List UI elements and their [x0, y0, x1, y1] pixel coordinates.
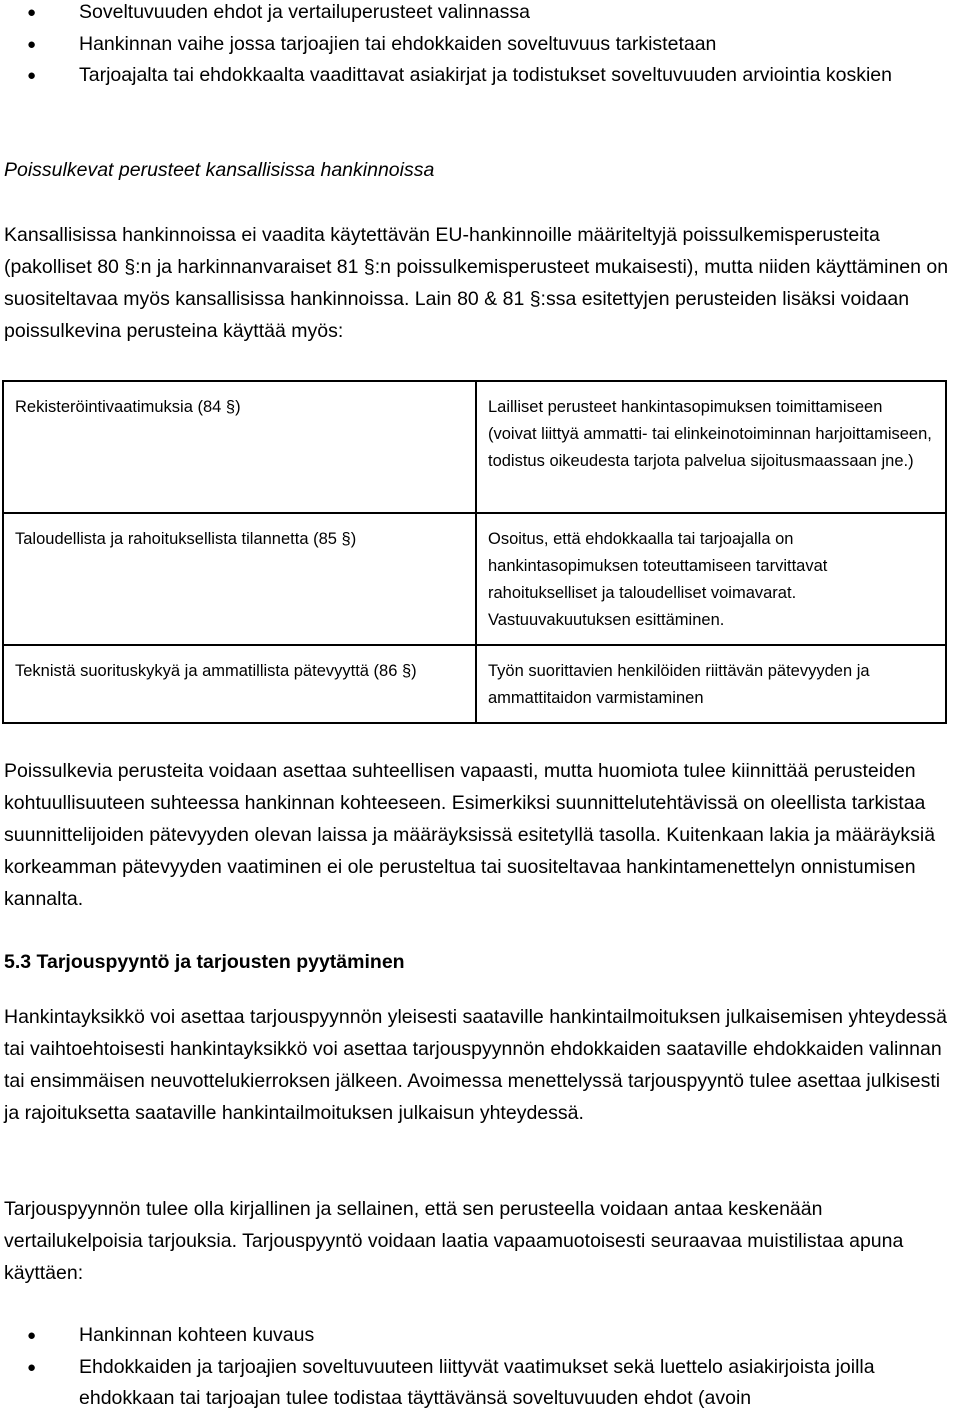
bullet-icon: ● — [27, 35, 37, 53]
section-5-3-heading: 5.3 Tarjouspyyntö ja tarjousten pyytäminen — [4, 951, 405, 973]
table-cell-description: Lailliset perusteet hankintasopimuksen toimittamiseen (voivat liittyä ammatti- tai elinkeinotoiminnan harjoittamiseen, todistus oikeudesta tarjota palvelua sijoitusmaassaan jne.) — [476, 381, 946, 513]
bullet-icon: ● — [27, 4, 37, 21]
criteria-topics-list — [0, 0, 959, 92]
section-heading: Poissulkevat perusteet kansallisissa hankinnoissa — [4, 159, 435, 181]
table-cell-description: Työn suorittavien henkilöiden riittävän pätevyyden ja ammattitaidon varmistaminen — [476, 645, 946, 723]
list-item-text: Soveltuvuuden ehdot ja vertailuperusteet valinnassa — [79, 1, 530, 23]
list-item — [0, 1320, 959, 1352]
list-item — [0, 60, 959, 92]
list-item — [0, 1352, 959, 1415]
table-row — [3, 645, 946, 723]
criteria-table — [2, 380, 947, 724]
intro-paragraph: Kansallisissa hankinnoissa ei vaadita käytettävän EU-hankinnoille määriteltyjä poissulkemisperusteita (pakolliset 80 §:n ja harkinnanvaraiset 81 §:n poissulkemisperusteet mukaisesti), mutta niiden käyttäminen on suositeltavaa myös kansallisissa hankinnoissa. Lain 80 & 81 §:ssa esitettyjen perusteiden lisäksi voidaan poissulkevina perusteina käyttää myös: — [4, 224, 949, 342]
list-item-text: Tarjoajalta tai ehdokkaalta vaadittavat asiakirjat ja todistukset soveltuvuuden arviointia koskien — [79, 64, 892, 86]
table-cell-criterion: Taloudellista ja rahoituksellista tilannetta (85 §) — [3, 513, 476, 645]
checklist — [0, 1320, 959, 1415]
bullet-icon: ● — [27, 1327, 37, 1344]
table-cell-criterion: Rekisteröintivaatimuksia (84 §) — [3, 381, 476, 513]
bullet-icon: ● — [27, 67, 37, 84]
list-item — [0, 0, 959, 29]
section-5-3-paragraph-1: Hankintayksikkö voi asettaa tarjouspyynnön yleisesti saataville hankintailmoituksen julkaisemisen yhteydessä tai vaihtoehtoisesti hankintayksikkö voi asettaa tarjouspyynnön ehdokkaiden saataville ehdokkaiden valinnan tai ensimmäisen neuvottelukierroksen jälkeen. Avoimessa menettelyssä tarjouspyyntö tulee asettaa julkisesti ja rajoituksetta saataville hankintailmoituksen julkaisun yhteydessä. — [4, 1006, 947, 1124]
table-cell-criterion: Teknistä suorituskykyä ja ammatillista pätevyyttä (86 §) — [3, 645, 476, 723]
section-5-3-paragraph-2: Tarjouspyynnön tulee olla kirjallinen ja sellainen, että sen perusteella voidaan antaa keskenään vertailukelpoisia tarjouksia. Tarjouspyyntö voidaan laatia vapaamuotoisesti seuraavaa muistilistaa apuna käyttäen: — [4, 1198, 904, 1284]
bullet-icon: ● — [27, 1358, 37, 1376]
list-item-text: Hankinnan vaihe jossa tarjoajien tai ehdokkaiden soveltuvuus tarkistetaan — [79, 32, 717, 55]
list-item — [0, 29, 959, 61]
after-table-paragraph: Poissulkevia perusteita voidaan asettaa suhteellisen vapaasti, mutta huomiota tulee kiinnittää perusteiden kohtuullisuuteen suhteessa hankinnan kohteeseen. Esimerkiksi suunnittelutehtävissä on oleellista tarkistaa suunnittelijoiden pätevyyden olevan laissa ja määräyksissä esitetyllä tasolla. Kuitenkaan lakia ja määräyksiä korkeamman pätevyyden vaatiminen ei ole perusteltua tai suositeltavaa hankintamenettelyn onnistumisen kannalta. — [4, 760, 936, 910]
table-cell-description: Osoitus, että ehdokkaalla tai tarjoajalla on hankintasopimuksen toteuttamiseen tarvittavat rahoitukselliset ja taloudelliset voimavarat. Vastuuvakuutuksen esittäminen. — [476, 513, 946, 645]
list-item-text: Ehdokkaiden ja tarjoajien soveltuvuuteen liittyvät vaatimukset sekä luettelo asiakirjoista joilla ehdokkaan tai tarjoajan tulee todistaa täyttävänsä soveltuvuuden ehdot (avoin — [79, 1355, 875, 1409]
table-row — [3, 513, 946, 645]
list-item-text: Hankinnan kohteen kuvaus — [79, 1324, 315, 1346]
table-row — [3, 381, 946, 513]
